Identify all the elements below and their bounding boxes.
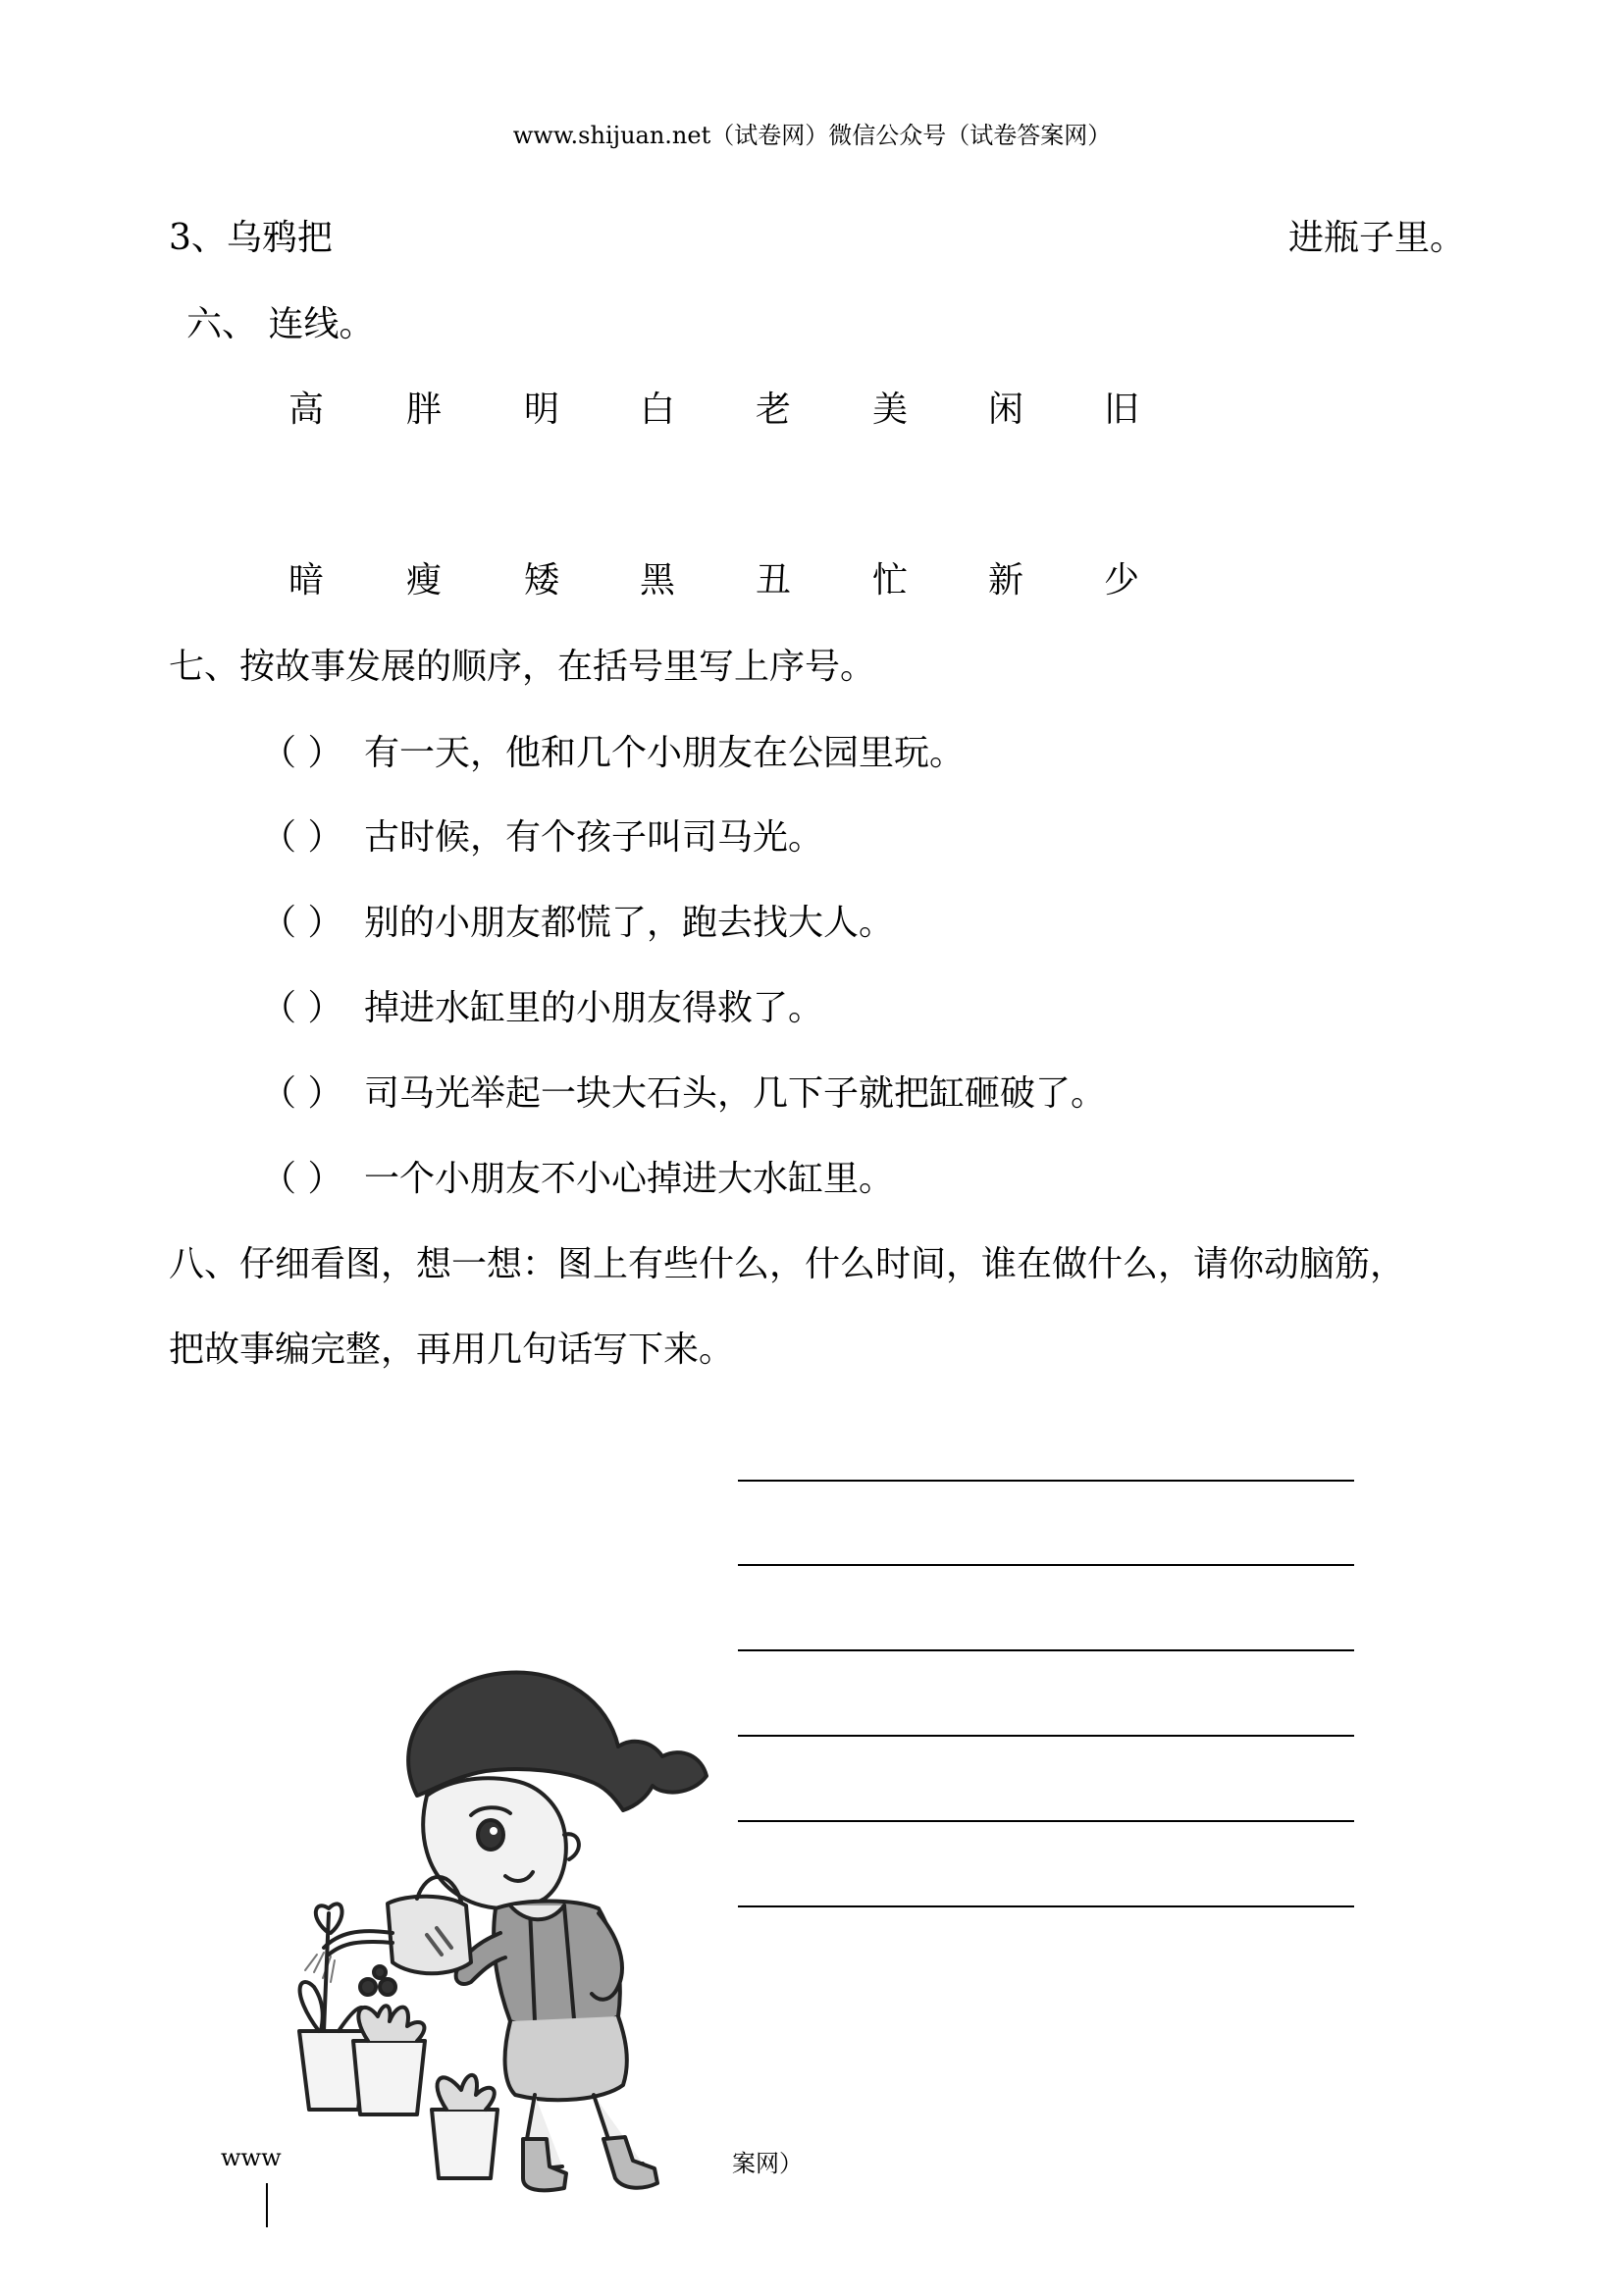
- order-item-text: 一个小朋友不小心掉进大水缸里。: [364, 1159, 895, 1199]
- answer-paren[interactable]: （ ）: [261, 817, 343, 858]
- section7-title: 七、按故事发展的顺序，在括号里写上序号。: [169, 647, 876, 687]
- girl-watering-plants-illustration: [270, 1648, 751, 2198]
- match-top-char[interactable]: 高: [288, 390, 324, 430]
- writing-line[interactable]: [738, 1735, 1354, 1737]
- section6-title: 六、 连线。: [186, 304, 375, 344]
- section8-line2: 把故事编完整，再用几句话写下来。: [169, 1330, 735, 1370]
- match-bottom-char[interactable]: 黑: [639, 560, 675, 600]
- q3-prefix: 3、乌鸦把: [169, 218, 333, 258]
- order-item-text: 掉进水缸里的小朋友得救了。: [364, 988, 824, 1028]
- answer-paren[interactable]: （ ）: [261, 733, 343, 773]
- answer-paren[interactable]: （ ）: [261, 1073, 343, 1114]
- match-bottom-char[interactable]: 瘦: [405, 560, 442, 600]
- match-top-char[interactable]: 白: [639, 390, 675, 430]
- writing-line[interactable]: [738, 1564, 1354, 1566]
- match-bottom-char[interactable]: 新: [987, 560, 1023, 600]
- match-top-char[interactable]: 旧: [1103, 390, 1139, 430]
- order-item-text: 有一天，他和几个小朋友在公园里玩。: [364, 733, 966, 773]
- order-item: [261, 1073, 1107, 1114]
- answer-paren[interactable]: （ ）: [261, 988, 343, 1028]
- match-top-char[interactable]: 美: [871, 390, 908, 430]
- footer-right-text: 案网）: [732, 2150, 803, 2177]
- match-top-char[interactable]: 老: [755, 390, 791, 430]
- match-bottom-char[interactable]: 少: [1103, 560, 1139, 600]
- page-header: www.shijuan.net（试卷网）微信公众号（试卷答案网）: [512, 122, 1112, 149]
- writing-line[interactable]: [738, 1649, 1354, 1651]
- answer-paren[interactable]: （ ）: [261, 903, 343, 943]
- match-top-char[interactable]: 明: [523, 390, 559, 430]
- order-item-text: 别的小朋友都慌了，跑去找大人。: [364, 903, 895, 943]
- footer-divider: [266, 2183, 268, 2227]
- match-bottom-char[interactable]: 丑: [755, 560, 791, 600]
- writing-line[interactable]: [738, 1480, 1354, 1482]
- order-item: [261, 1159, 895, 1199]
- writing-line[interactable]: [738, 1820, 1354, 1822]
- order-item: [261, 817, 824, 858]
- answer-paren[interactable]: （ ）: [261, 1159, 343, 1199]
- match-top-char[interactable]: 闲: [987, 390, 1023, 430]
- match-top-char[interactable]: 胖: [405, 390, 442, 430]
- order-item: [261, 903, 895, 943]
- order-item: [261, 733, 966, 773]
- order-item-text: 司马光举起一块大石头，几下子就把缸砸破了。: [364, 1073, 1107, 1114]
- footer-left-text: www: [221, 2144, 282, 2171]
- writing-line[interactable]: [738, 1905, 1354, 1907]
- match-bottom-char[interactable]: 暗: [288, 560, 324, 600]
- section8-line1: 八、仔细看图，想一想：图上有些什么，什么时间，谁在做什么，请你动脑筋，: [169, 1244, 1406, 1284]
- match-bottom-char[interactable]: 矮: [523, 560, 559, 600]
- match-bottom-char[interactable]: 忙: [871, 560, 908, 600]
- order-item: [261, 988, 824, 1028]
- q3-suffix: 进瓶子里。: [1288, 218, 1466, 258]
- order-item-text: 古时候，有个孩子叫司马光。: [364, 817, 824, 858]
